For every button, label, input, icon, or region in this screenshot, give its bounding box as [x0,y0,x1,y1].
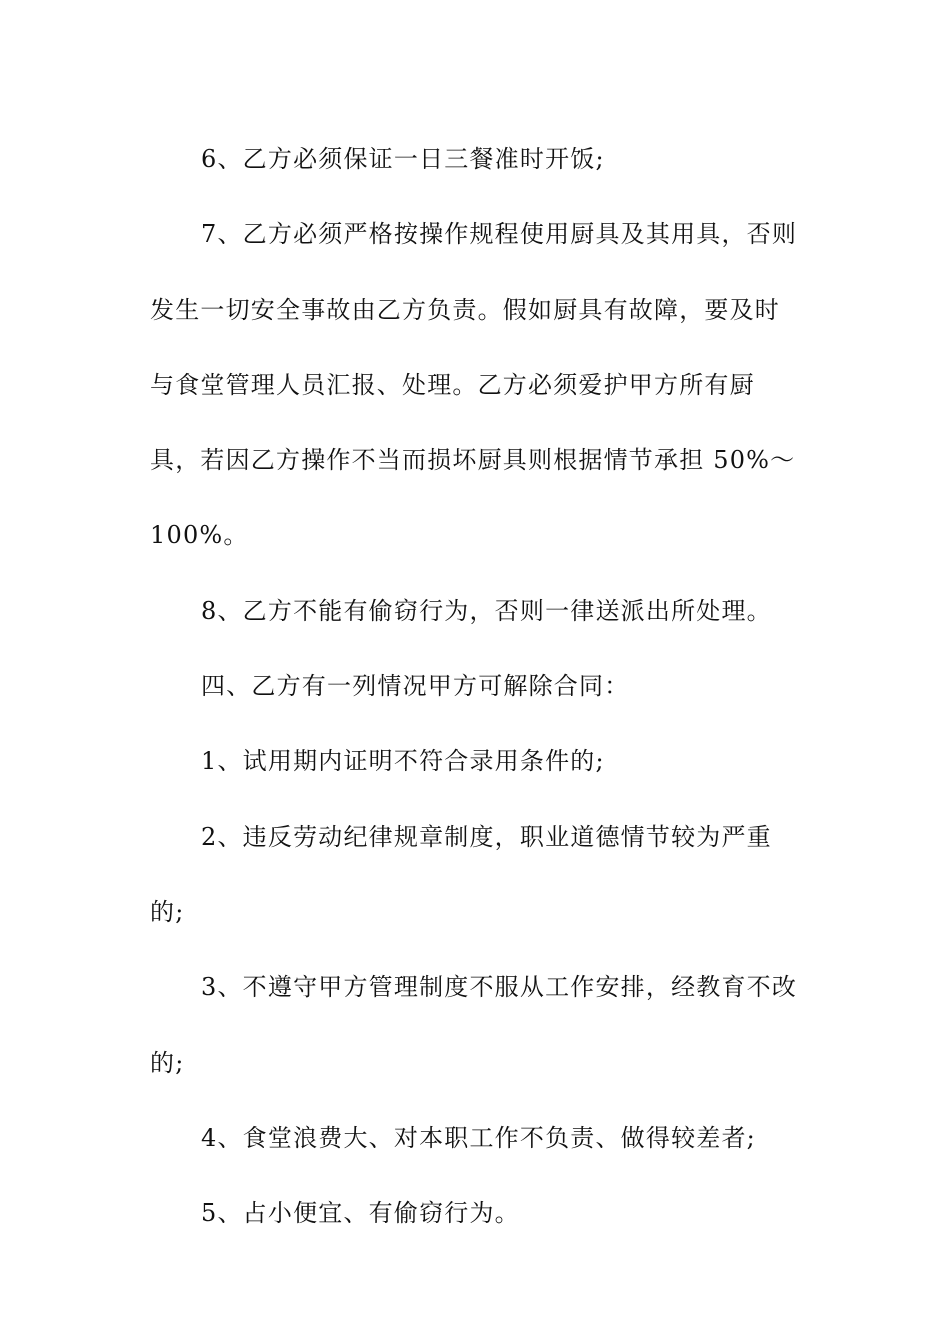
document-body [150,122,810,1251]
paragraph-item-4 [150,1101,810,1176]
section-heading-termination [150,649,810,724]
text-line: 发生一切安全事故由乙方负责。假如厨具有故障，要及时 [150,295,780,324]
text-line: 具，若因乙方操作不当而损坏厨具则根据情节承担 50%～ [150,446,796,475]
paragraph-item-1 [150,724,810,799]
paragraph-item-5 [150,1176,810,1251]
text-line: 的; [150,897,185,926]
text-line: 四、乙方有一列情况甲方可解除合同： [201,672,630,701]
text-line: 8、乙方不能有偷窃行为，否则一律送派出所处理。 [201,596,772,625]
paragraph-clause-6 [150,122,810,197]
text-line: 7、乙方必须严格按操作规程使用厨具及其用具，否则 [201,220,798,249]
text-line: 2、违反劳动纪律规章制度，职业道德情节较为严重 [201,822,772,851]
text-line: 6、乙方必须保证一日三餐准时开饭; [201,145,605,173]
text-line: 1、试用期内证明不符合录用条件的; [201,747,605,776]
text-line: 4、食堂浪费大、对本职工作不负责、做得较差者; [201,1123,756,1152]
text-line: 与食堂管理人员汇报、处理。乙方必须爱护甲方所有厨 [150,370,755,399]
text-line: 100%。 [150,521,249,550]
paragraph-item-3 [150,950,810,1101]
paragraph-item-2 [150,800,810,951]
text-line: 5、占小便宜、有偷窃行为。 [201,1199,520,1228]
text-line: 的; [150,1048,185,1077]
text-line: 3、不遵守甲方管理制度不服从工作安排，经教育不改 [201,973,798,1002]
paragraph-clause-8 [150,574,810,649]
paragraph-clause-7 [150,197,810,573]
